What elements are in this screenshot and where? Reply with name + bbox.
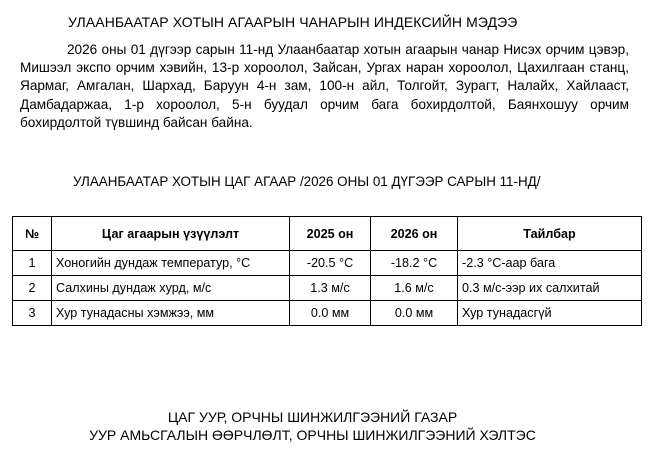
row-indicator: Салхины дундаж хурд, м/с (52, 276, 290, 301)
row-indicator: Хоногийн дундаж температур, °C (52, 251, 290, 276)
row-2025-value: 0.0 мм (290, 301, 371, 326)
row-note: -2.3 °C-аар бага (458, 251, 642, 276)
header-note: Тайлбар (458, 217, 642, 251)
row-2026-value: -18.2 °C (371, 251, 458, 276)
footer-agency: ЦАГ УУР, ОРЧНЫ ШИНЖИЛГЭЭНИЙ ГАЗАР (167, 409, 458, 425)
row-note: 0.3 м/с-ээр их салхитай (458, 276, 642, 301)
row-number: 2 (13, 276, 52, 301)
weather-table (12, 216, 642, 326)
footer (0, 408, 625, 444)
header-number: № (13, 217, 52, 251)
footer-department: УУР АМЬСГАЛЫН ӨӨРЧЛӨЛТ, ОРЧНЫ ШИНЖИЛГЭЭНИЙ ХЭЛТЭС (89, 427, 536, 443)
table-row (13, 301, 642, 326)
row-2026-value: 0.0 мм (371, 301, 458, 326)
row-number: 3 (13, 301, 52, 326)
row-number: 1 (13, 251, 52, 276)
air-quality-paragraph: 2026 оны 01 дүгээр сарын 11-нд Улаанбаатар хотын агаарын чанар Нисэх орчим цэвэр, Мишээл экспо орчим хэвийн, 13-р хороолол, Зайсан, Ургах наран хороолол, Цахилгаан станц, Яармаг, Амгалан, Шархад, Баруун 4-н зам, 100-н айл, Толгойт, Зурагт, Налайх, Хайлааст, Дамбадаржаа, 1-р хороолол, 5-н буудал орчим бага бохирдолтой, Баянхошуу орчим бохирдолтой түвшинд байсан байна. (20, 42, 629, 130)
header-2025: 2025 он (290, 217, 371, 251)
row-2025-value: 1.3 м/с (290, 276, 371, 301)
table-header-row (13, 217, 642, 251)
row-2025-value: -20.5 °C (290, 251, 371, 276)
table-row (13, 251, 642, 276)
table-row (13, 276, 642, 301)
header-2026: 2026 он (371, 217, 458, 251)
row-indicator: Хур тунадасны хэмжээ, мм (52, 301, 290, 326)
header-indicator: Цаг агаарын үзүүлэлт (52, 217, 290, 251)
row-note: Хур тунадасгүй (458, 301, 642, 326)
row-2026-value: 1.6 м/с (371, 276, 458, 301)
document-title: УЛААНБААТАР ХОТЫН АГААРЫН ЧАНАРЫН ИНДЕКСИЙН МЭДЭЭ (68, 14, 518, 30)
weather-title: УЛААНБААТАР ХОТЫН ЦАГ АГААР /2026 ОНЫ 01 ДҮГЭЭР САРЫН 11-НД/ (73, 174, 541, 189)
